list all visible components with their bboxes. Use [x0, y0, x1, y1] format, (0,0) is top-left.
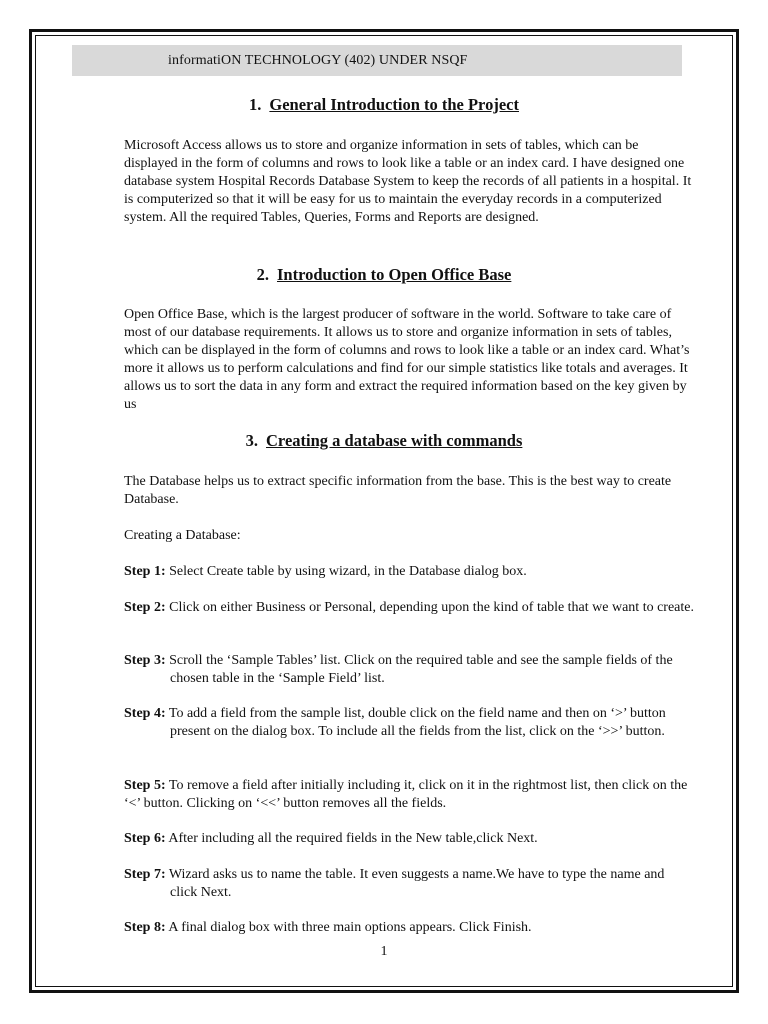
section-title: Introduction to Open Office Base: [277, 265, 512, 284]
step-label: Step 8:: [124, 920, 166, 935]
paragraph-creating-database: Creating a Database:: [124, 528, 241, 543]
step-text: A final dialog box with three main options appears. Click Finish.: [165, 920, 532, 935]
step-label: Step 4:: [124, 706, 166, 721]
step-5: [124, 777, 694, 813]
step-2: [124, 599, 694, 617]
paragraph-database-helps: The Database helps us to extract specific information from the base. This is the best way to create Database.: [124, 474, 672, 507]
step-label: Step 3:: [124, 653, 166, 668]
step-text: To remove a field after initially including it, click on it in the rightmost list, then click on the ‘<’ button. Clicking on ‘<<’ button removes all the fields.: [124, 778, 688, 811]
step-text: To add a field from the sample list, double click on the field name and then on ‘>’ button present on the dialog box. To include all the fields from the list, click on the ‘>>’ button.: [165, 706, 666, 739]
step-label: Step 1:: [124, 564, 166, 579]
step-text: Select Create table by using wizard, in the Database dialog box.: [165, 564, 527, 579]
step-text: After including all the required fields in the New table,click Next.: [165, 831, 538, 846]
step-1: [124, 563, 694, 581]
step-4: [124, 705, 694, 741]
section-heading-1: [0, 95, 768, 115]
section-title: Creating a database with commands: [266, 431, 523, 450]
page-header: [72, 45, 682, 76]
step-6: [124, 830, 694, 848]
section-heading-3: [0, 431, 768, 451]
section-number: 3.: [245, 431, 258, 450]
step-label: Step 5:: [124, 778, 166, 793]
step-text: Scroll the ‘Sample Tables’ list. Click on the required table and see the sample fields of the chosen table in the ‘Sample Field’ list.: [165, 653, 673, 686]
step-label: Step 7:: [124, 867, 166, 882]
section-number: 2.: [256, 265, 269, 284]
section-number: 1.: [249, 95, 262, 114]
paragraph-open-office-base: Open Office Base, which is the largest producer of software in the world. Software to take care of most of our database requirements. It allows us to store and organize information in sets of tables, which can be displayed in the form of columns and rows to look like a table or an index card. What’s more it allows us to perform calculations and find for our simple statistics like totals and averages. It allows us to sort the data in any form and extract the required information based on the key given by us: [124, 307, 690, 412]
step-label: Step 2:: [124, 600, 166, 615]
step-3: [124, 652, 694, 688]
step-8: [124, 919, 694, 937]
step-text: Click on either Business or Personal, depending upon the kind of table that we want to create.: [165, 600, 694, 615]
step-text: Wizard asks us to name the table. It even suggests a name.We have to type the name and click Next.: [165, 867, 665, 900]
section-heading-2: [0, 265, 768, 285]
step-label: Step 6:: [124, 831, 166, 846]
step-7: [124, 866, 694, 902]
header-text: informatiON TECHNOLOGY (402) UNDER NSQF: [168, 53, 468, 68]
section-title: General Introduction to the Project: [269, 95, 519, 114]
paragraph-intro-project: Microsoft Access allows us to store and organize information in sets of tables, which can be displayed in the form of columns and rows to look like a table or an index card. I have designed one database system Hospital Records Database System to keep the records of all patients in a hospital. It is computerized so that it will be easy for us to maintain the everyday records in a computerized system. All the required Tables, Queries, Forms and Reports are designed.: [124, 138, 692, 225]
page-number: 1: [380, 944, 388, 959]
